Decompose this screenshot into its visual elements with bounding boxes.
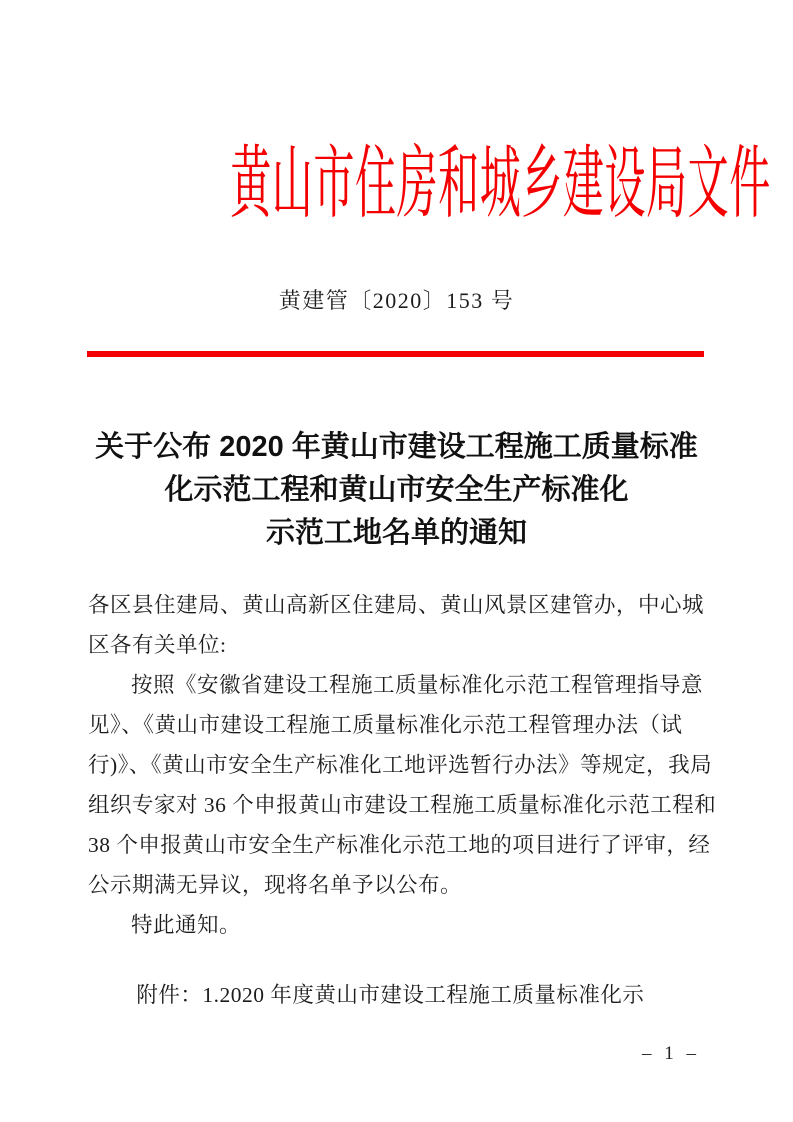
document-body [88, 585, 717, 1015]
notice-title [0, 426, 793, 555]
recipients-paragraph [88, 585, 708, 665]
body-line: 组织专家对 36 个申报黄山市建设工程施工质量标准化示范工程和 [88, 793, 717, 817]
closing-statement: 特此通知。 [131, 913, 242, 937]
document-number: 黄建管〔2020〕153 号 [278, 288, 515, 313]
letterhead-banner [0, 140, 793, 232]
recipients-line: 区各有关单位: [88, 633, 227, 657]
recipients-line: 各区县住建局、黄山高新区住建局、黄山风景区建管办，中心城 [88, 593, 705, 617]
body-line: 38 个申报黄山市安全生产标准化示范工地的项目进行了评审，经 [88, 833, 711, 857]
attachment-line: 附件：1.2020 年度黄山市建设工程施工质量标准化示 [136, 983, 645, 1007]
notice-title-line-2: 化示范工程和黄山市安全生产标准化 [164, 474, 629, 506]
main-paragraph [88, 665, 717, 905]
body-line: 按照《安徽省建设工程施工质量标准化示范工程管理指导意 [131, 673, 704, 697]
red-divider-line [87, 351, 704, 357]
letterhead-title: 黄山市住房和城乡建设局文件 [230, 139, 771, 229]
page-number: – 1 – [642, 1043, 700, 1064]
body-line: 公示期满无异议，现将名单予以公布。 [88, 873, 463, 897]
body-line: 见》、《黄山市建设工程施工质量标准化示范工程管理办法（试 [88, 713, 683, 737]
notice-title-line-1: 关于公布 2020 年黄山市建设工程施工质量标准 [95, 431, 698, 463]
body-line: 行)》、《黄山市安全生产标准化工地评选暂行办法》等规定，我局 [88, 753, 713, 777]
notice-title-line-3: 示范工地名单的通知 [265, 517, 527, 549]
